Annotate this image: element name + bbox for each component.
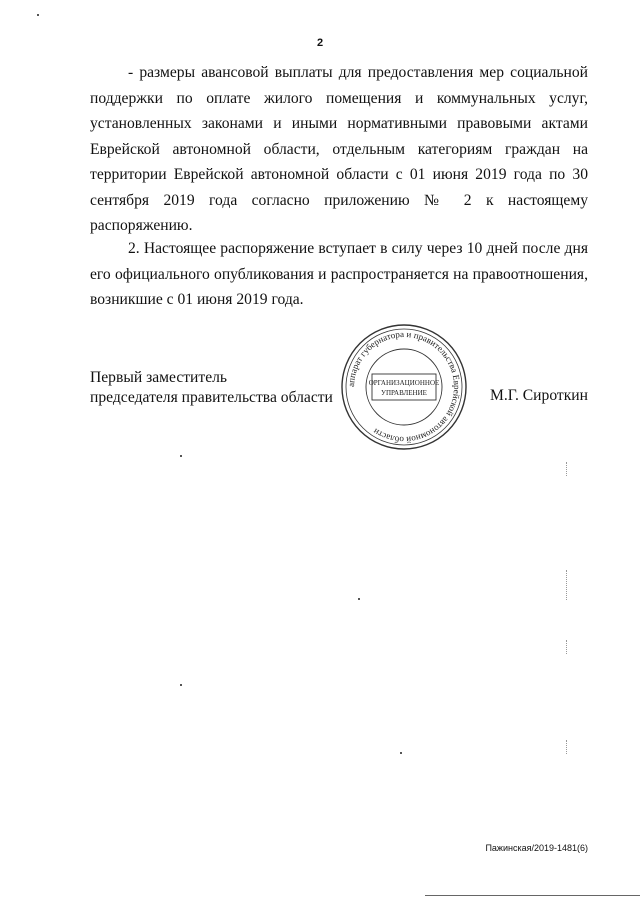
- page-number: 2: [316, 37, 324, 49]
- scan-speck: [180, 684, 182, 686]
- stamp-center-line2: УПРАВЛЕНИЕ: [381, 389, 427, 397]
- stamp-ring-textpath: аппарат губернатора и правительства Еврейской автономной области: [345, 328, 463, 446]
- official-stamp: [339, 322, 469, 452]
- document-reference-code: Пажинская/2019-1481(6): [485, 843, 588, 853]
- stamp-center-line1: ОРГАНИЗАЦИОННОЕ: [368, 379, 440, 387]
- scan-line: [566, 740, 567, 754]
- paragraph-effective-date: 2. Настоящее распоряжение вступает в силу через 10 дней после дня его официального опубликования и распространяется на правоотношения, возникшие с 01 июня 2019 года.: [90, 240, 588, 308]
- scan-speck: [180, 455, 182, 457]
- scan-speck: [37, 14, 39, 16]
- scan-line: [566, 462, 567, 476]
- paragraph-payment-sizes: - размеры авансовой выплаты для предоставления мер социальной поддержки по оплате жилого помещения и коммунальных услуг, установленных законами и иными нормативными правовыми актами Еврейской автономной области, отдельным категориям граждан на территории Еврейской автономной области с 01 июня 2019 года по 30 сентября 2019 года согласно приложению № 2 к настоящему распоряжению.: [90, 64, 588, 234]
- signatory-name: М.Г. Сироткин: [489, 387, 588, 404]
- scan-line: [566, 570, 567, 600]
- signatory-title-line2: председателя правительства области: [90, 389, 333, 406]
- scan-speck: [358, 598, 360, 600]
- page-bottom-edge: [425, 895, 640, 896]
- signatory-title-line1: Первый заместитель: [90, 369, 228, 386]
- signatory-title: [90, 368, 333, 408]
- scan-speck: [400, 752, 402, 754]
- stamp-ring-text: [346, 329, 462, 445]
- scan-line: [566, 640, 567, 654]
